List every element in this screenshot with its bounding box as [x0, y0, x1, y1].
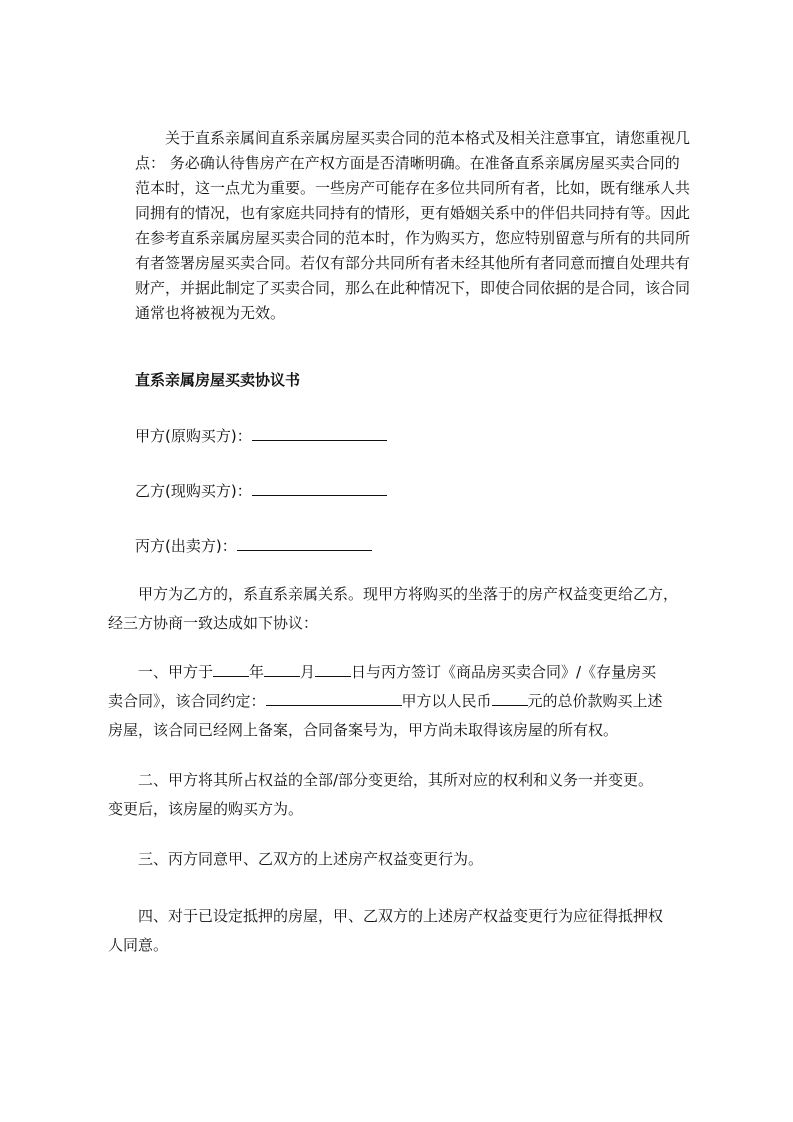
clause-1-line: [108, 658, 708, 687]
relation-line: 经三方协商一致达成如下协议：: [108, 614, 319, 632]
month-blank[interactable]: [264, 661, 300, 677]
clause-1-text: 年: [249, 663, 265, 681]
clause-1-text: 卖合同》，该合同约定：: [108, 692, 266, 710]
intro-line: 范本时，这一点尤为重要。一些房产可能存在多位共同所有者，比如，既有继承人共: [135, 179, 691, 197]
intro-line: 通常也将被视为无效。: [135, 304, 286, 322]
clause-1-text: 元的总价款购买上述: [527, 692, 663, 710]
intro-line: 点： 务必确认待售房产在产权方面是否清晰明确。在准备直系亲属房屋买卖合同的: [135, 154, 680, 172]
clause-3-line: 三、丙方同意甲、乙双方的上述房产权益变更行为。: [138, 850, 484, 868]
relation-paragraph: [108, 580, 708, 638]
clause-1-text: 一、甲方于: [138, 663, 214, 681]
intro-line: 在参考直系亲属房屋买卖合同的范本时，作为购买方，您应特别留意与所有的共同所: [135, 229, 691, 247]
clause-4-line: 人同意。: [108, 936, 169, 954]
party-c-label: 丙方(出卖方)：: [135, 537, 237, 555]
party-c-blank[interactable]: [237, 534, 372, 551]
year-blank[interactable]: [213, 661, 249, 677]
clause-2: [108, 766, 708, 824]
intro-line: 有者签署房屋买卖合同。若仅有部分共同所有者未经其他所有者同意而擅自处理共有: [135, 254, 691, 272]
party-b-label: 乙方(现购买方)：: [135, 482, 252, 500]
clause-4-line: 四、对于已设定抵押的房屋，甲、乙双方的上述房产权益变更行为应征得抵押权: [138, 907, 664, 925]
clause-2-line: 变更后，该房屋的购买方为。: [108, 800, 304, 818]
party-b-blank[interactable]: [252, 479, 387, 496]
clause-1: [108, 658, 708, 745]
agreement-blank[interactable]: [266, 690, 402, 706]
clause-1-text: 甲方以人民币: [401, 692, 492, 710]
intro-paragraph: [135, 126, 700, 326]
clause-1-text: 日与丙方签订《商品房买卖合同》/《存量房买: [351, 663, 657, 681]
party-b-line: [135, 479, 387, 502]
clause-1-line: [108, 687, 708, 716]
intro-line: 关于直系亲属间直系亲属房屋买卖合同的范本格式及相关注意事宜，请您重视几: [165, 129, 691, 147]
party-a-line: [135, 424, 387, 447]
relation-line: 甲方为乙方的，系直系亲属关系。现甲方将购买的坐落于的房产权益变更给乙方，: [138, 585, 679, 603]
intro-line: 财产，并据此制定了买卖合同，那么在此种情况下，即使合同依据的是合同，该合同: [135, 279, 691, 297]
clause-1-line: 房屋，该合同已经网上备案，合同备案号为，甲方尚未取得该房屋的所有权。: [108, 721, 619, 739]
party-a-label: 甲方(原购买方)：: [135, 427, 252, 445]
clause-4: [108, 902, 708, 960]
clause-1-text: 月: [300, 663, 316, 681]
clause-2-line: 二、甲方将其所占权益的全部/部分变更给，其所对应的权利和义务一并变更。: [138, 771, 654, 789]
day-blank[interactable]: [315, 661, 351, 677]
clause-3: [108, 845, 708, 874]
price-blank[interactable]: [492, 690, 528, 706]
party-c-line: [135, 534, 372, 557]
party-a-blank[interactable]: [252, 424, 387, 441]
intro-line: 同拥有的情况，也有家庭共同持有的情形，更有婚姻关系中的伴侣共同持有等。因此: [135, 204, 691, 222]
agreement-title: 直系亲属房屋买卖协议书: [135, 371, 301, 389]
